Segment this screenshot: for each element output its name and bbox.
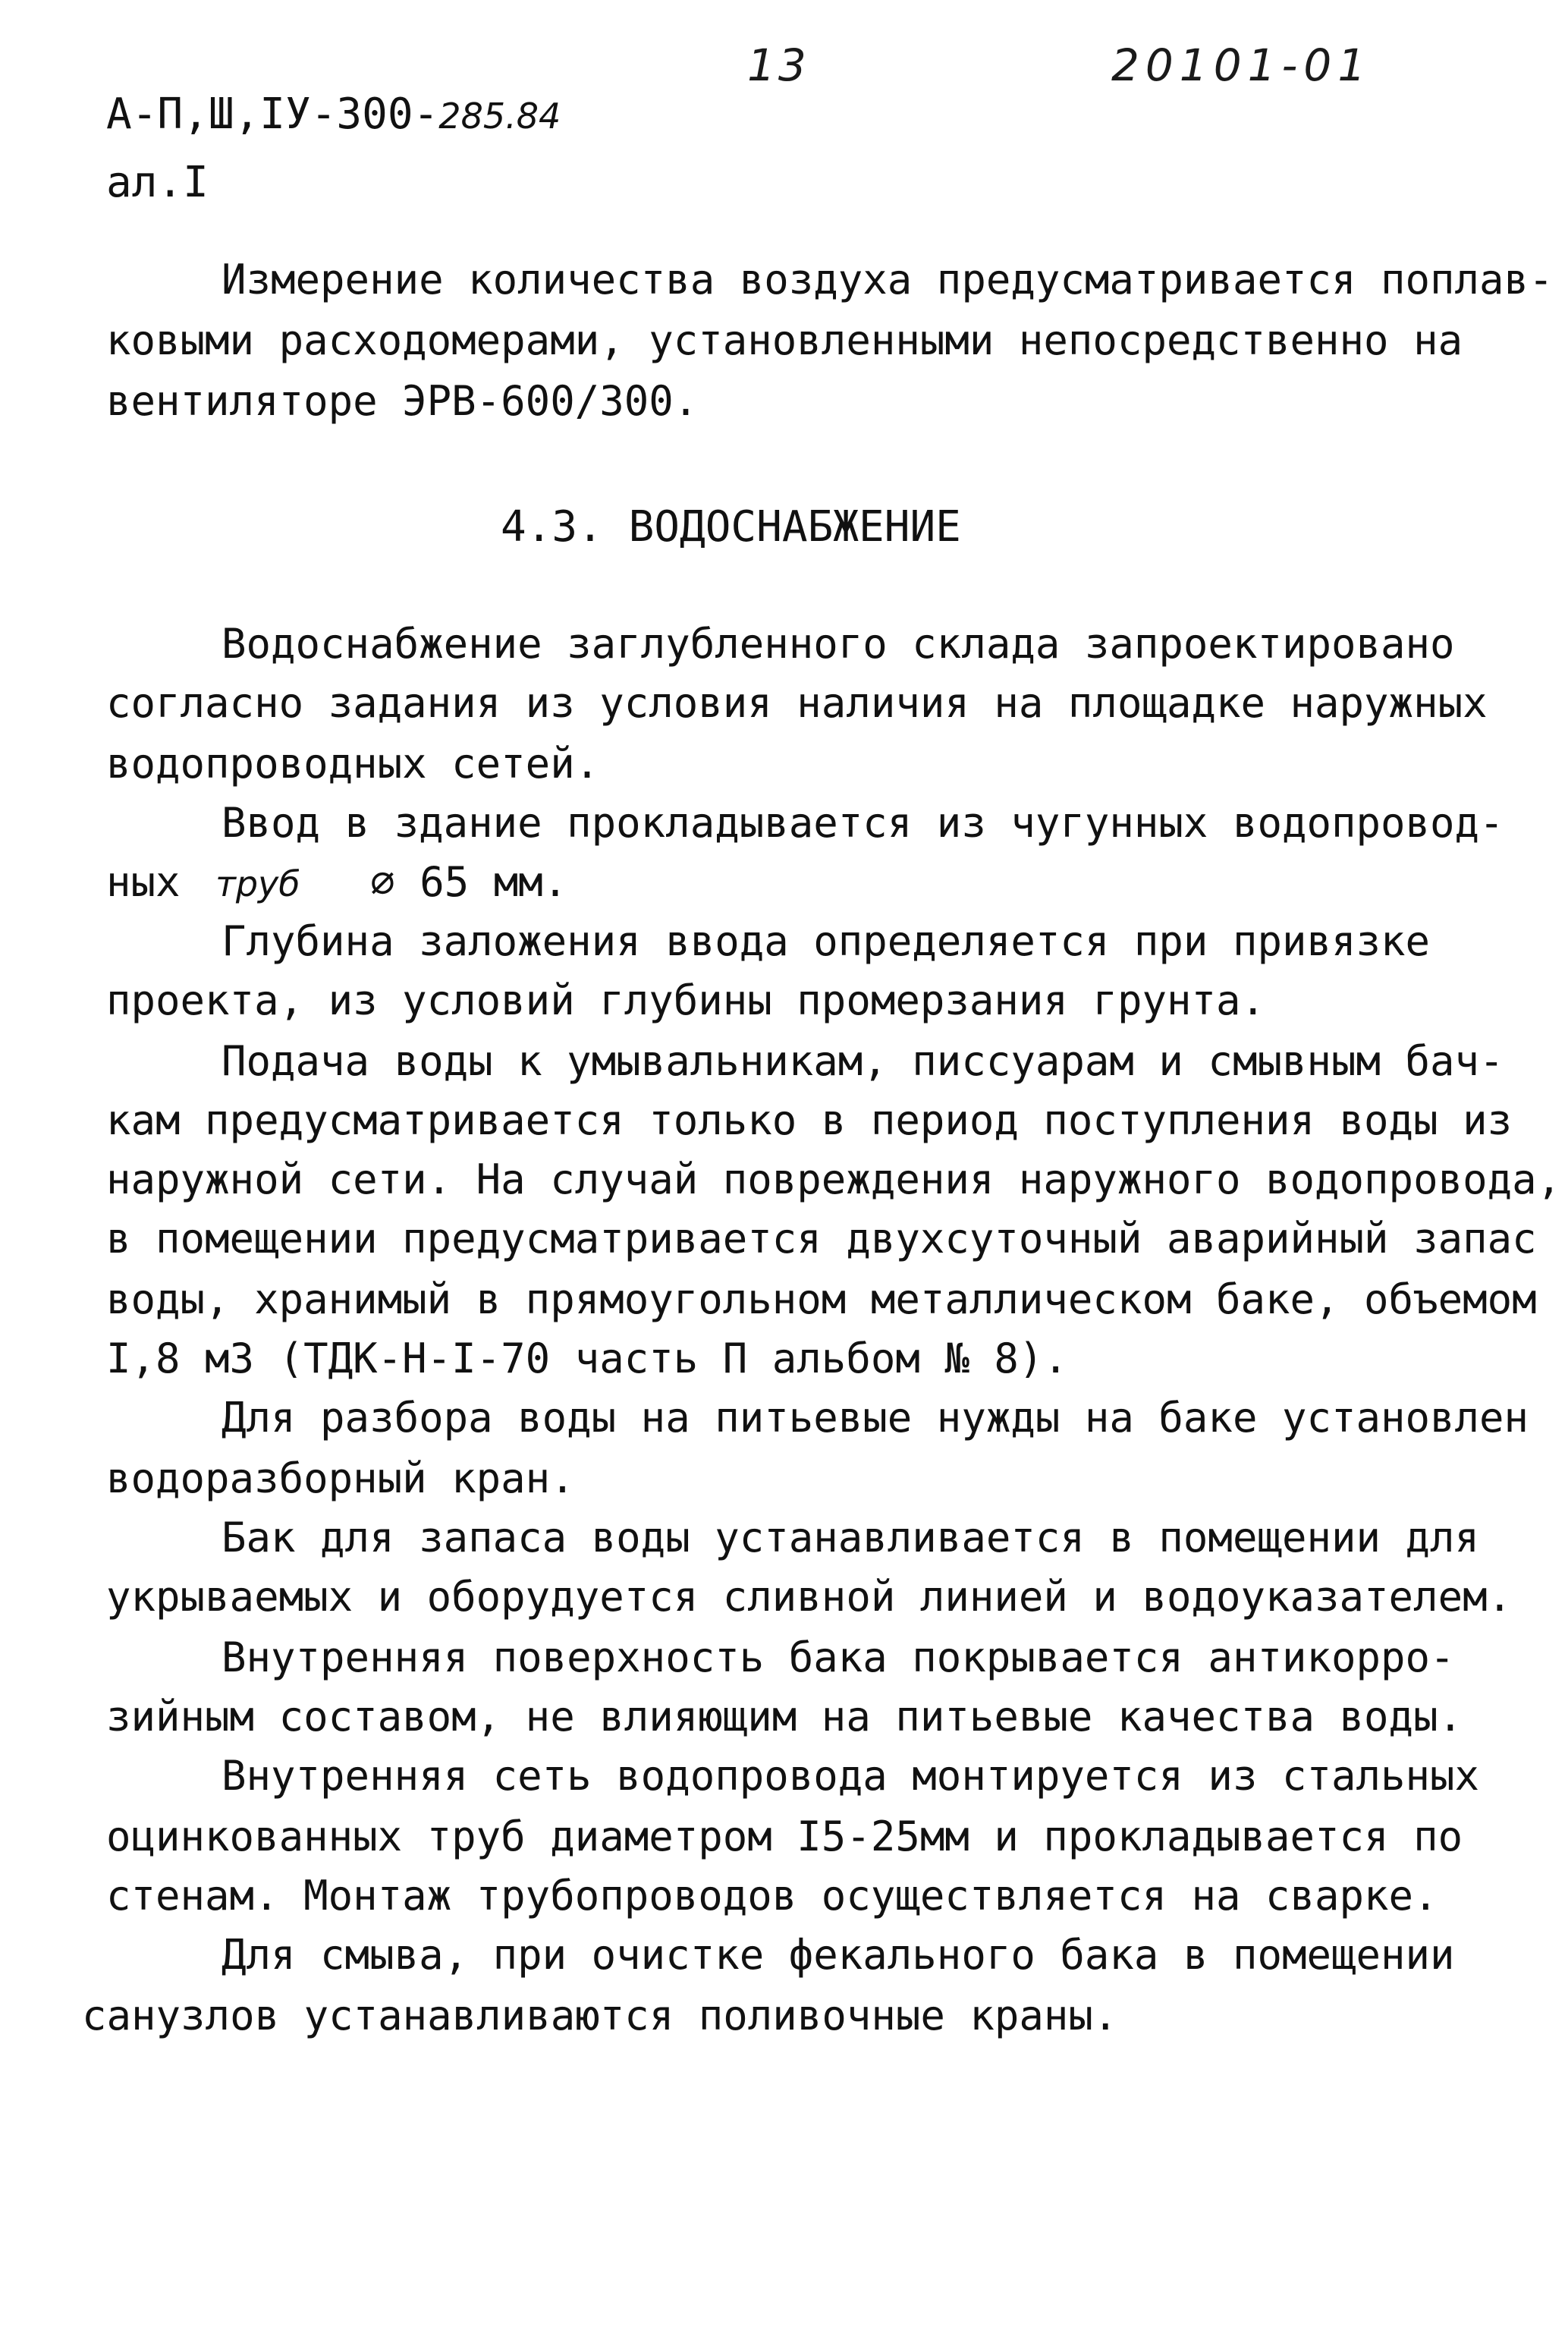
body-line: Ввод в здание прокладывается из чугунных водопровод- [222, 799, 1504, 847]
body-line: водопроводных сетей. [106, 740, 600, 788]
body-line: Для смыва, при очистке фекального бака в помещении [222, 1931, 1455, 1979]
document-reference [106, 90, 561, 139]
page-number: 13 [747, 39, 809, 91]
body-line: стенам. Монтаж трубопроводов осуществляется на сварке. [106, 1872, 1438, 1920]
body-line: Водоснабжение заглубленного склада запроектировано [222, 620, 1455, 668]
intro-line: Измерение количества воздуха предусматривается поплав- [222, 256, 1554, 303]
body-line: Внутренняя сеть водопровода монтируется из стальных [222, 1752, 1480, 1800]
reference-typed: А-П,Ш,IУ-300- [106, 90, 439, 139]
section-heading: 4.3. ВОДОСНАБЖЕНИЕ [501, 502, 961, 552]
body-line: воды, хранимый в прямоугольном металлическом баке, объемом [106, 1275, 1537, 1323]
body-line: санузлов устанавливаются поливочные краны. [82, 1992, 1118, 2039]
body-line: I,8 м3 (ТДК-Н-I-70 часть П альбом № 8). [106, 1335, 1068, 1382]
body-line: проекта, из условий глубины промерзания грунта. [106, 976, 1266, 1024]
body-line: согласно задания из условия наличия на площадке наружных [106, 679, 1488, 727]
body-line: наружной сети. На случай повреждения наружного водопровода, [106, 1156, 1562, 1203]
body-line: Для разбора воды на питьевые нужды на баке установлен [222, 1394, 1529, 1442]
body-line: укрываемых и оборудуется сливной линией и водоуказателем. [106, 1573, 1513, 1621]
intro-line: ковыми расходомерами, установленными непосредственно на [106, 316, 1463, 364]
body-line [106, 858, 568, 906]
document-code: 20101-01 [1111, 39, 1372, 91]
pipe-diameter: ⌀ 65 мм. [370, 858, 568, 906]
reference-handwritten: 285.84 [438, 96, 561, 137]
body-line: Подача воды к умывальникам, писсуарам и смывным бач- [222, 1037, 1504, 1085]
body-line: кам предусматривается только в период поступления воды из [106, 1096, 1513, 1144]
body-line: зийным составом, не влияющим на питьевые качества воды. [106, 1693, 1463, 1740]
body-line: водоразборный кран. [106, 1454, 575, 1502]
body-line: в помещении предусматривается двухсуточный аварийный запас [106, 1215, 1537, 1262]
album-label: ал.I [106, 158, 209, 207]
body-line: оцинкованных труб диаметром I5-25мм и прокладывается по [106, 1813, 1463, 1860]
body-line: Глубина заложения ввода определяется при привязке [222, 917, 1431, 965]
body-line: Бак для запаса воды устанавливается в помещении для [222, 1514, 1480, 1561]
handwritten-word: труб [215, 863, 300, 904]
intro-line: вентиляторе ЭРВ-600/300. [106, 377, 699, 425]
body-line: Внутренняя поверхность бака покрывается антикорро- [222, 1634, 1455, 1681]
body-word: ных [106, 858, 181, 906]
